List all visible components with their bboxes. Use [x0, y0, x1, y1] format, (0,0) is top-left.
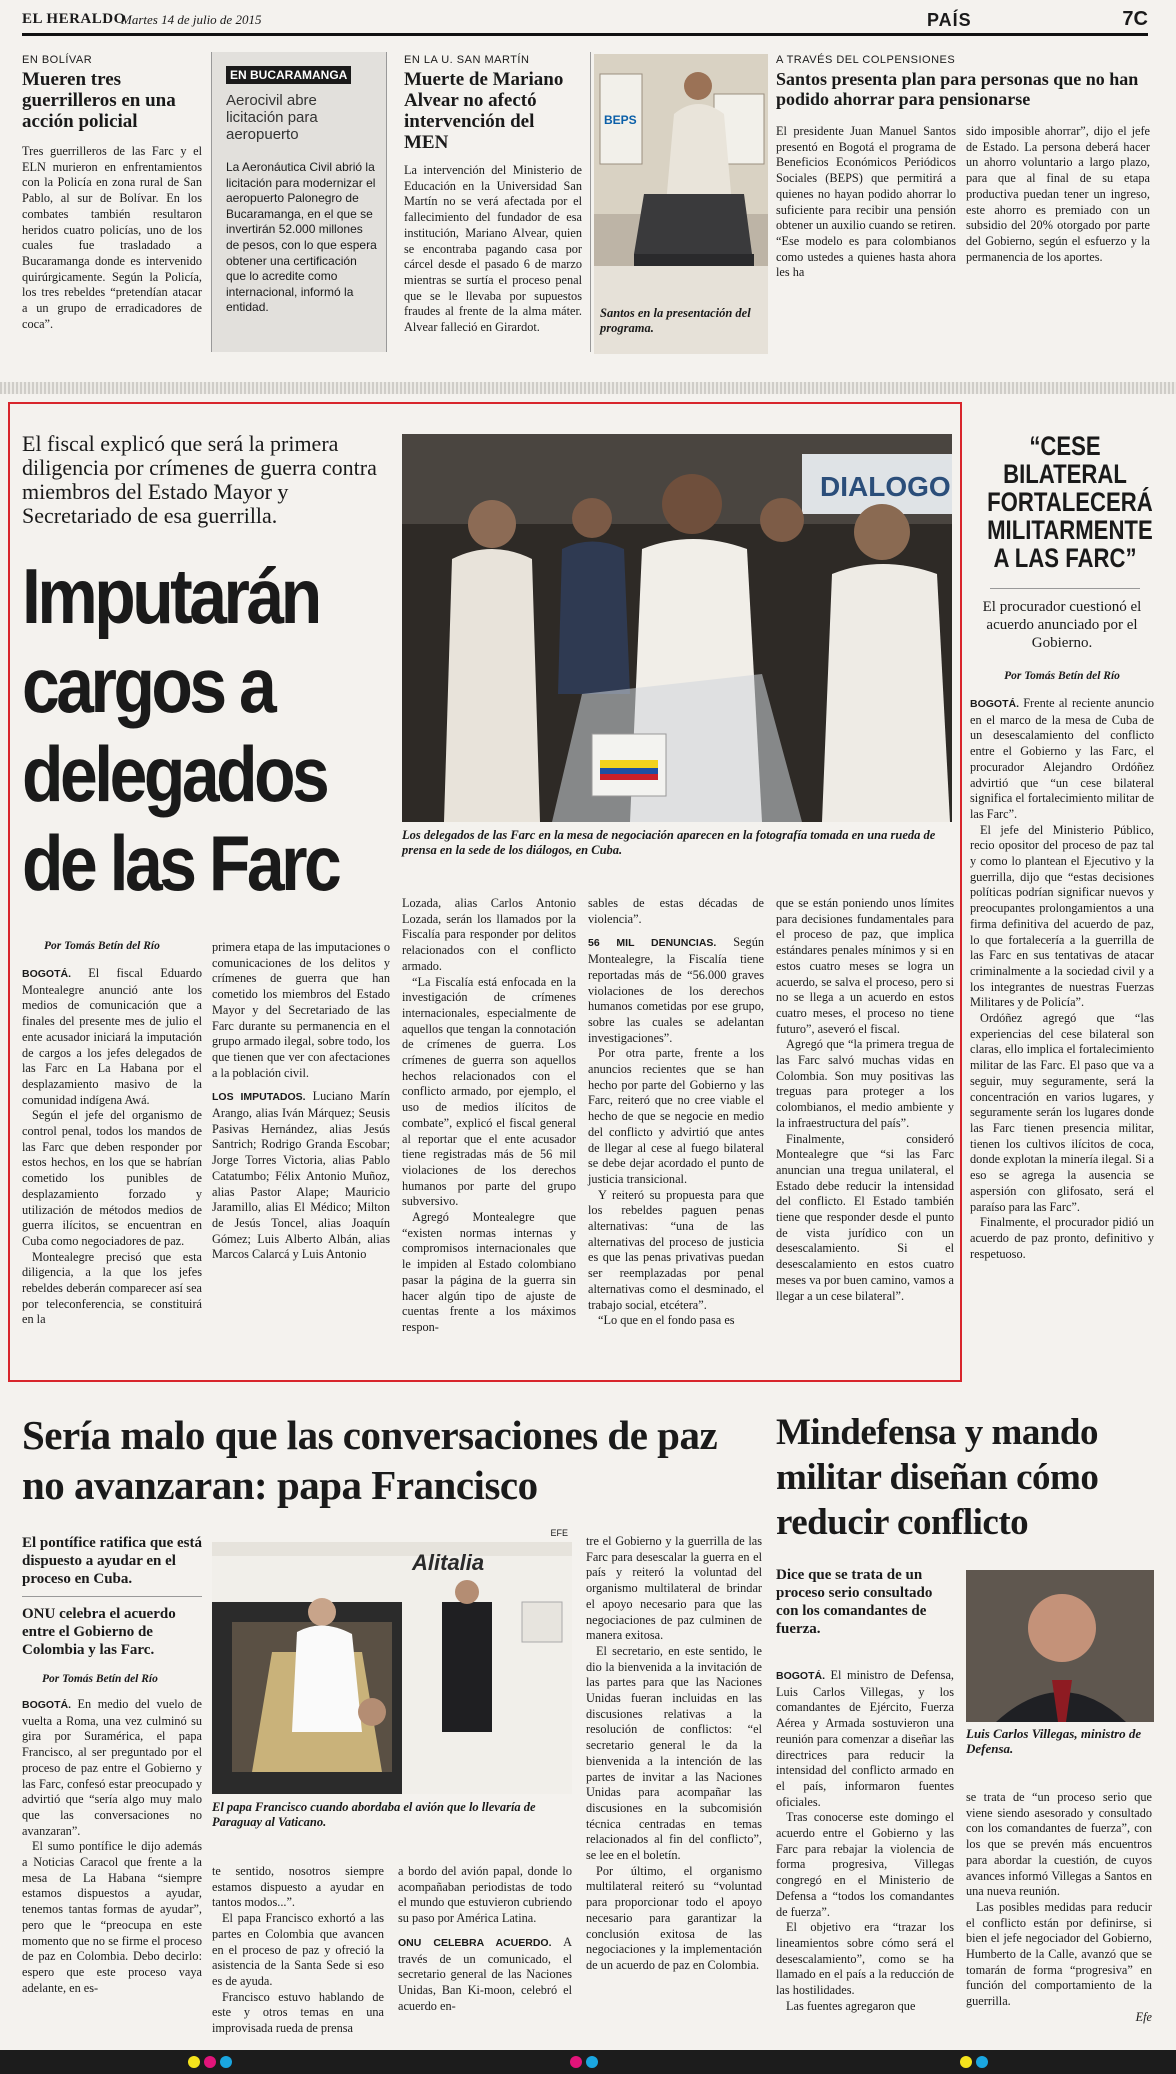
main-col-3: Lozada, alias Carlos Antonio Lozada, serán los llamados por la Fiscalía para responder por delitos relacionados con el conflicto armado. “La Fiscalía está enfocada en la investigación de crímenes internacionales, especialmente de aquellos que tengan la connotación de crímenes de guerra. Los crímenes de guerra son aquellos hechos relacionados con el conflicto armado, por ejemplo, el uso de medios ilícitos de combate”, explicó el fiscal general al reportar que el ente acusador tiene registradas más de 56 mil violaciones de los derechos humanos por parte del grupo subversivo. Agregó Montealegre que “existen normas internas y compromisos internacionales que le impiden al Estado colombiano pasar la página de la guerra sin hacer algún tipo de ajuste de cuentas frente a los máximos respon-: [402, 896, 576, 1334]
main-col-4: sables de estas décadas de violencia”. 56 MIL DENUNCIAS. Según Montealegre, la Fiscalía tiene reportadas más de “56.000 graves violaciones de los derechos humanos cometidas por ese grupo, sobre las cuales se adelantan investigaciones”. Por otra parte, frente a los anuncios recientes que se han hecho por parte del Gobierno y las Farc, reiteró que no cree viable el hecho de que se negocie en medio del conflicto y advirtió que antes de llegar al cese al fuego bilateral se debe dejar acordado el punto de justicia transicional. Y reiteró su propuesta para que los rebeldes paguen penas alternativas: “una de las alternativas del proceso de justicia es que las penas privativas puedan ser reemplazadas por penal alternativas como el desminado, el trabajo social, etcétera”. “Lo que en el fondo pasa es: [588, 896, 764, 1328]
papa-deck-2: ONU celebra el acuerdo entre el Gobierno de Colombia y las Farc.: [22, 1606, 176, 1658]
masthead: [22, 8, 1148, 36]
papa-col-3: a bordo del avión papal, donde lo acompañaban periodistas de todo el mundo que estuvieron cubriendo su paso por América Latina. ONU CELEBRA ACUERDO. A través de un comunicado, el secretario general de las Naciones Unidas, Ban Ki-moon, celebró el acuerdo en-: [398, 1864, 572, 2013]
registration-dot: [976, 2056, 988, 2068]
papa-photo-caption: El papa Francisco cuando abordaba el avión que lo llevaría de Paraguay al Vaticano.: [212, 1800, 536, 1829]
dialogo-banner: DIALOGO: [820, 471, 951, 502]
registration-dot: [220, 2056, 232, 2068]
main-deck: El fiscal explicó que será la primera diligencia por crímenes de guerra contra miembros del Estado Mayor y Secretariado de esa guerrilla.: [22, 431, 377, 528]
registration-dot: [188, 2056, 200, 2068]
mindefensa-col-2: se trata de “un proceso serio que viene siendo asesorado y consultado con los comandantes de fuerza”, con los que se prevén más encuentros para abordar la cuestión, de cuyos avances informó Villegas a Santos en una nueva reunión. Las posibles medidas para reducir el conflicto están por definirse, si bien el jefe negociador del Gobierno, Humberto de la Calle, avanzó que se tomarán de forma “progresiva” en función del comportamiento de la guerrilla. Efe: [966, 1790, 1152, 2024]
papa-photo-image: [212, 1542, 572, 1794]
brief-colpensiones: [776, 54, 1152, 109]
brief-bucaramanga: [211, 52, 387, 352]
photo-credit: EFE: [550, 1528, 568, 1538]
papa-photo: [212, 1528, 572, 1794]
subhead-onu: ONU CELEBRA ACUERDO.: [398, 1936, 552, 1949]
brief-colpensiones-col2: sido imposible ahorrar”, dijo el jefe de Estado. La persona deberá hacer un ahorro voluntario a largo plazo, para que al final de su etapa productiva puedan tener un ingreso, este ahorro es premiado con un subsidio del 20% otorgado por parte del Gobierno, según el esfuerzo y la permanencia de los aportes.: [966, 124, 1150, 264]
brief-body: La Aeronáutica Civil abrió la licitación para modernizar el aeropuerto Palonegro de Bucaramanga, en el que se invertirán 52.000 millones de pesos, con lo que espera obtener una certificación que lo acredite como internacional, informó la entidad.: [226, 160, 377, 315]
main-byline: Por Tomás Betín del Río: [44, 940, 160, 952]
santos-caption: Santos en la presentación del programa.: [600, 306, 751, 335]
page-number: 7C: [1122, 8, 1148, 30]
registration-dot: [586, 2056, 598, 2068]
mindefensa-col-1: Dice que se trata de un proceso serio consultado con los comandantes de fuerza. BOGOTÁ. El ministro de Defensa, Luis Carlos Villegas, y los comandantes de Ejército, Fuerza Aérea y Armada sostuvieron una reunión para comenzar a diseñar las directrices para reducir la intensidad del conflicto armado en el país, informaron fuentes oficiales. Tras conocerse este domingo el acuerdo entre el Gobierno y las Farc para rebajar la violencia de forma progresiva, Villegas congregó en el Ministerio de Defensa a “todos los comandantes de fuerza”. El objetivo era “trazar los lineamientos sobre cómo será el desescalamiento”, como se ha llamado en el país a la reducción de las hostilidades. Las fuentes agregaron que: [776, 1567, 954, 2013]
mindefensa-deck: Dice que se trata de un proceso serio consultado con los comandantes de fuerza.: [776, 1567, 933, 1637]
sidebar-deck: El procurador cuestionó el acuerdo anunciado por el Gobierno.: [982, 599, 1142, 651]
dateline: BOGOTÁ.: [776, 1670, 825, 1682]
main-headline: Imputarán cargos a delegados de las Farc: [22, 552, 339, 907]
print-registration-bar: [0, 2050, 1176, 2074]
column-divider: [590, 52, 591, 352]
dateline: BOGOTÁ.: [970, 698, 1019, 710]
divider: [22, 1596, 202, 1597]
newspaper-name: EL HERALDO: [22, 11, 126, 27]
brief-headline: Santos presenta plan para personas que no han podido ahorrar para pensionarse: [776, 69, 1139, 109]
main-photo-image: [402, 434, 952, 822]
mindefensa-headline: Mindefensa y mando militar diseñan cómo reducir conflicto: [776, 1412, 1099, 1543]
brief-kicker: A TRAVÉS DEL COLPENSIONES: [776, 54, 956, 66]
villegas-photo-image: [966, 1570, 1154, 1722]
villegas-photo: [966, 1570, 1154, 1722]
main-photo: [402, 434, 952, 822]
sidebar-rule: [990, 588, 1140, 589]
dateline: BOGOTÁ.: [22, 1699, 71, 1711]
main-col-5: que se están poniendo unos límites para decisiones fundamentales para el proceso de paz, que implica estándares penales mínimos y si en estos cuatro meses se logra un acuerdo, se salva el proceso, pero si no se llega a un acuerdo en estos cuatro meses, el proceso no tiene futuro”, aseveró el fiscal. Agregó que “la primera tregua de las Farc salvó muchas vidas en Colombia. Son muy positivas las treguas para proteger a los colombianos, el medio ambiente y la infraestructura del país”. Finalmente, consideró Montealegre que “si las Farc anuncian una tregua unilateral, el Estado debe reducir la intensidad del conflicto. El Estado también tiene que responder desde el punto de vista jurídico con un desescalamiento. Si el desescalamiento en estos cuatro meses va por buen camino, vamos a llegar a un cese bilateral”.: [776, 896, 954, 1303]
brief-headline: Muerte de Mariano Alvear no afectó intervención del MEN: [404, 69, 564, 153]
papa-headline: Sería malo que las conversaciones de paz no avanzaran: papa Francisco: [22, 1412, 718, 1508]
brief-body: Tres guerrilleros de las Farc y el ELN murieron en enfrentamientos con la Policía en zona rural de San Pablo, al sur de Bolívar. En los combates también resultaron heridos cuatro policías, uno de los cuales fue trasladado a Bucaramanga donde es intervenido quirúrgicamente. Según la Policía, los tres rebeldes “pretendían atacar a un grupo de erradicadores de coca”.: [22, 144, 202, 331]
brief-san-martin: [404, 54, 582, 336]
brief-kicker: EN BUCARAMANGA: [226, 66, 351, 84]
edition-date: Martes 14 de julio de 2015: [121, 12, 262, 27]
brief-colpensiones-col1: El presidente Juan Manuel Santos presentó en Bogotá el programa de Beneficios Económicos Periódicos Sociales (BEPS) que permitirá a quienes no hayan podido ahorrar lo suficiente para recibir una pensión obtener un auxilio cuando se retiren. “Ese modelo es para colombianos como ustedes a quienes hasta ahora les ha: [776, 124, 956, 280]
section-name: PAÍS: [927, 10, 972, 30]
registration-dot: [570, 2056, 582, 2068]
papa-col-2: te sentido, nosotros siempre estamos dispuesto a ayudar en tantos modos...”. El papa Francisco exhortó a las partes en Colombia que avancen en el proceso de paz y ofreció la asistencia de la Santa Sede si eso es de ayuda. Francisco estuvo hablando de este y otros temas en una improvisada rueda de prensa: [212, 1864, 384, 2036]
subhead-denuncias: 56 MIL DENUNCIAS.: [588, 937, 717, 950]
decorative-band: [0, 382, 1176, 394]
registration-dot: [204, 2056, 216, 2068]
alitalia-logo: Alitalia: [412, 1550, 485, 1575]
brief-bolivar: [22, 54, 202, 332]
main-col-2: primera etapa de las imputaciones o comunicaciones de los delitos y crímenes de guerra que han cometido los miembros del Estado Mayor y del Secretariado de las Farc durante su permanencia en el grupo armado ilegal, sobre todo, los que tienen que ver con afectaciones a la población civil. LOS IMPUTADOS. Luciano Marín Arango, alias Iván Márquez; Seusis Pasivas Hernández, alias Jesús Santrich; Rodrigo Granda Escobar; Jorge Torres Victoria, alias Pablo Catatumbo; Félix Antonio Muñoz, alias Pastor Alape; Mauricio Jaramillo, alias El Médico; Milton de Jesús Toncel, alias Joaquín Gómez; Luis Alberto Albán, alias Marcos Calarcá y Luis Antonio: [212, 940, 390, 1262]
brief-deck: Aerocivil abre licitación para aeropuerto: [226, 92, 318, 143]
papa-col-1: El pontífice ratifica que está dispuesto a ayudar en el proceso en Cuba. ONU celebra el acuerdo entre el Gobierno de Colombia y las Farc. Por Tomás Betín del Río BOGOTÁ. En medio del vuelo de vuelta a Roma, una vez culminó su gira por Suramérica, el papa Francisco, al ser preguntado por el proceso de paz entre el Gobierno y las Farc, confesó estar preocupado y advirtió que “sería algo muy malo que las conversaciones no avanzaran”. El sumo pontífice le dijo además a Noticias Caracol que frente a la mesa de La Habana “siempre estamos dispuestos a ayudar, tenemos tantas formas de ayudar”, pero que le “preocupa en este momento que no se firme el proceso de paz en Colombia. Debo decirlo: espero que este proceso vaya adelante, en es-: [22, 1535, 202, 1995]
sidebar-byline: Por Tomás Betín del Río: [1004, 670, 1120, 682]
santos-photo: [594, 54, 768, 354]
papa-deck-1: El pontífice ratifica que está dispuesto a ayudar en el proceso en Cuba.: [22, 1535, 202, 1587]
sidebar-story: Por Tomás Betín del Río BOGOTÁ. Frente al reciente anuncio en el marco de la mesa de Cuba de un desescalamiento del conflicto entre el Gobierno y las Farc, el procurador Alejandro Ordóñez advirtió que “un cese bilateral significa el fortalecimiento militar de las Farc”. El jefe del Ministerio Público, recio opositor del proceso de paz tal y como lo plantean el Ejecutivo y la guerrilla, dijo que “estas decisiones políticas podrían significar nuevos y preocupantes prolongamientos a una firma definitiva del acuerdo de paz, lo que fortalecería a la guerrilla de las Farc en sus tentativas de atacar criminalmente a la sociedad civil y a los integrantes de nuestras Fuerzas Militares y de Policía”. Ordóñez agregó que “las experiencias del cese bilateral son claras, ello implica el fortalecimiento militar de las Farc. El paso que va a seguir, muy seguramente, será la concentración en varios lugares, y seguramente serán los lugares donde las Farc tienen presencia militar, tienen los cultivos ilícitos de coca, donde explotan la minería ilegal. Si a eso se agrega la ausencia se aspersión con glifosato, será el paraíso para las Farc”. Finalmente, el procurador pidió un acuerdo de paz pronto, definitivo y respetuoso.: [970, 670, 1154, 1261]
main-photo-caption: Los delegados de las Farc en la mesa de negociación aparecen en la fotografía tomada en una rueda de prensa en la sede de los diálogos, en Cuba.: [402, 828, 936, 857]
brief-kicker: EN LA U. SAN MARTÍN: [404, 54, 530, 66]
registration-dot: [960, 2056, 972, 2068]
sidebar-quote-headline: “CESE BILATERAL FORTALECERÁ MILITARMENTE A LAS FARC”: [987, 431, 1153, 573]
dateline: BOGOTÁ.: [22, 968, 71, 980]
papa-col-4: tre el Gobierno y la guerrilla de las Farc para desescalar la guerra en el país y reiteró la voluntad del organismo multilateral de brindar el apoyo necesario para que las negociaciones de paz culminen de manera exitosa. El secretario, en este sentido, le dio la bienvenida a la invitación de las partes para que las Naciones Unidas fueran incluidas en las discusiones relativas a la resolución de conflictos: “el secretario general le da la bienvenida a la intención de las partes de invitar a las Naciones Unidas para acompañar las discusiones en la subcomisión técnica centradas en temas relacionados al fin del conflicto”, se lee en el boletín. Por último, el organismo multilateral reiteró su “voluntad para proporcionar todo el apoyo necesario para garantizar la conclusión exitosa de las negociaciones y la implementación de un acuerdo de paz en Colombia.: [586, 1534, 762, 1972]
main-col-1: Por Tomás Betín del Río BOGOTÁ. El fiscal Eduardo Montealegre anunció ante los medios de comunicación que a finales del presente mes de julio el ente acusador iniciará la imputación de cargos a los jefes delegados de las Farc en La Habana por el desplazamiento masivo de la comunidad indígena Awá. Según el jefe del organismo de control penal, todos los mandos de las Farc que deben responder por estos hechos, en los que se habrían cometido los punibles de desplazamiento forzado y utilización de métodos medios de guerra ilícitos, se encuentran en Cuba como negociadores de paz. Montealegre precisó que esta diligencia, a la que los jefes rebeldes deberán comparecer así sea por teleconferencia, se constituirá en la: [22, 940, 202, 1327]
brief-body: La intervención del Ministerio de Educación en la Universidad San Martín no se verá afectada por el fallecimiento del fundador de esa institución, Mariano Alvear, quien se encontraba pagando casa por cárcel desde el pasado 6 de marzo mientras se surtía el proceso penal que se le llevaba por supuestos fraudes al frente de la alma máter. Alvear falleció en Girardot.: [404, 163, 582, 335]
brief-kicker: EN BOLÍVAR: [22, 54, 93, 66]
villegas-caption: Luis Carlos Villegas, ministro de Defensa.: [966, 1726, 1142, 1756]
beps-banner: BEPS: [604, 113, 637, 127]
papa-byline: Por Tomás Betín del Río: [42, 1673, 158, 1685]
brief-headline: Mueren tres guerrilleros en una acción policial: [22, 69, 176, 132]
subhead-imputados: LOS IMPUTADOS.: [212, 1091, 306, 1104]
